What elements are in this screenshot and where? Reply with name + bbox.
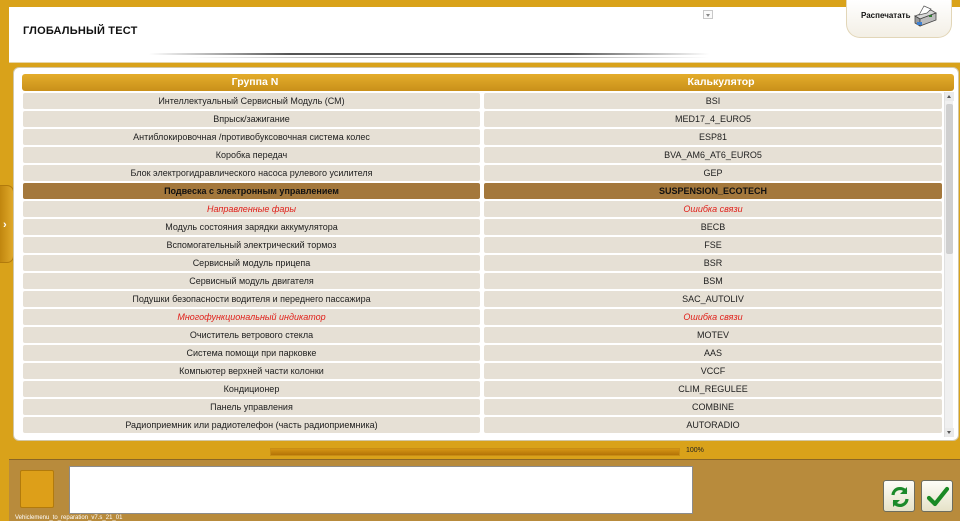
- cell-group-name: Панель управления: [23, 399, 480, 415]
- cell-calculator: BSI: [484, 93, 942, 109]
- table-row[interactable]: [22, 362, 943, 380]
- progress-fill: [271, 449, 679, 455]
- cell-group-name: Впрыск/зажигание: [23, 111, 480, 127]
- check-icon: [924, 483, 952, 511]
- cell-group-name: Многофункциональный индикатор: [23, 309, 480, 325]
- refresh-button[interactable]: [883, 480, 915, 512]
- table-row[interactable]: [22, 326, 943, 344]
- cell-calculator: SUSPENSION_ECOTECH: [484, 183, 942, 199]
- cell-group-name: Компьютер верхней части колонки: [23, 363, 480, 379]
- cell-calculator: BSR: [484, 255, 942, 271]
- table-row[interactable]: [22, 164, 943, 182]
- table-row[interactable]: [22, 344, 943, 362]
- chevron-right-icon: ›: [3, 219, 7, 231]
- cell-group-name: Сервисный модуль двигателя: [23, 273, 480, 289]
- cell-group-name: Блок электрогидравлического насоса рулевого усилителя: [23, 165, 480, 181]
- table-row[interactable]: [22, 308, 943, 326]
- cell-group-name: Коробка передач: [23, 147, 480, 163]
- cell-group-name: Кондиционер: [23, 381, 480, 397]
- table-row[interactable]: [22, 398, 943, 416]
- header-divider-secondary: [189, 57, 709, 58]
- table-row[interactable]: [22, 236, 943, 254]
- cell-calculator: MOTEV: [484, 327, 942, 343]
- table-row[interactable]: [22, 272, 943, 290]
- cell-group-name: Очиститель ветрового стекла: [23, 327, 480, 343]
- table-row[interactable]: [22, 380, 943, 398]
- page-title: ГЛОБАЛЬНЫЙ ТЕСТ: [23, 25, 138, 37]
- cell-group-name: Вспомогательный электрический тормоз: [23, 237, 480, 253]
- side-expand-tab[interactable]: [0, 185, 14, 263]
- cell-calculator: AUTORADIO: [484, 417, 942, 433]
- print-button[interactable]: [846, 0, 952, 38]
- header-divider: [149, 53, 709, 55]
- cell-group-name: Подвеска с электронным управлением: [23, 183, 480, 199]
- table-row[interactable]: [22, 200, 943, 218]
- table-row[interactable]: [22, 146, 943, 164]
- cell-group-name: Направленные фары: [23, 201, 480, 217]
- cell-calculator: BVA_AM6_AT6_EURO5: [484, 147, 942, 163]
- cell-calculator: VCCF: [484, 363, 942, 379]
- table-row[interactable]: [22, 290, 943, 308]
- refresh-icon: [886, 483, 914, 511]
- table-row[interactable]: [22, 128, 943, 146]
- table-body: [22, 92, 943, 438]
- cell-calculator: ESP81: [484, 129, 942, 145]
- scroll-thumb[interactable]: [946, 104, 953, 254]
- cell-calculator: BSM: [484, 273, 942, 289]
- scroll-down-arrow-icon[interactable]: [945, 428, 954, 437]
- cell-calculator: COMBINE: [484, 399, 942, 415]
- cell-calculator: Ошибка связи: [484, 309, 942, 325]
- table-row[interactable]: [22, 254, 943, 272]
- table-row[interactable]: [22, 218, 943, 236]
- cell-group-name: Сервисный модуль прицепа: [23, 255, 480, 271]
- printer-icon: [909, 4, 939, 30]
- cell-group-name: Система помощи при парковке: [23, 345, 480, 361]
- cell-group-name: Радиоприемник или радиотелефон (часть радиоприемника): [23, 417, 480, 433]
- cell-calculator: BECB: [484, 219, 942, 235]
- cell-group-name: Антиблокировочная /противобуксовочная система колес: [23, 129, 480, 145]
- cell-calculator: CLIM_REGULEE: [484, 381, 942, 397]
- confirm-button[interactable]: [921, 480, 953, 512]
- dropdown-mini-button[interactable]: [703, 10, 713, 19]
- cell-calculator: Ошибка связи: [484, 201, 942, 217]
- scroll-up-arrow-icon[interactable]: [945, 92, 954, 101]
- progress-bar: [270, 448, 680, 456]
- footer-path: Vehiclemenu_to_reparation_v7.s_21_01: [15, 515, 123, 521]
- table-row[interactable]: [22, 110, 943, 128]
- cell-group-name: Подушки безопасности водителя и переднего пассажира: [23, 291, 480, 307]
- column-header-group: Группа N: [231, 76, 279, 88]
- results-panel: [13, 67, 959, 441]
- column-header-calculator: Калькулятор: [687, 76, 755, 88]
- cell-calculator: GEP: [484, 165, 942, 181]
- table-row[interactable]: [22, 416, 943, 434]
- table-header: [22, 74, 954, 91]
- table-row[interactable]: [22, 182, 943, 200]
- bottom-panel: [9, 459, 960, 521]
- status-indicator: [20, 470, 54, 508]
- cell-calculator: AAS: [484, 345, 942, 361]
- message-area: [69, 466, 693, 514]
- print-label: Распечатать: [861, 11, 911, 20]
- header-bar: [9, 7, 960, 63]
- cell-calculator: SAC_AUTOLIV: [484, 291, 942, 307]
- scrollbar[interactable]: [944, 92, 953, 437]
- table-row[interactable]: [22, 92, 943, 110]
- cell-calculator: FSE: [484, 237, 942, 253]
- cell-calculator: MED17_4_EURO5: [484, 111, 942, 127]
- cell-group-name: Интеллектуальный Сервисный Модуль (СМ): [23, 93, 480, 109]
- cell-group-name: Модуль состояния зарядки аккумулятора: [23, 219, 480, 235]
- progress-label: 100%: [686, 447, 704, 454]
